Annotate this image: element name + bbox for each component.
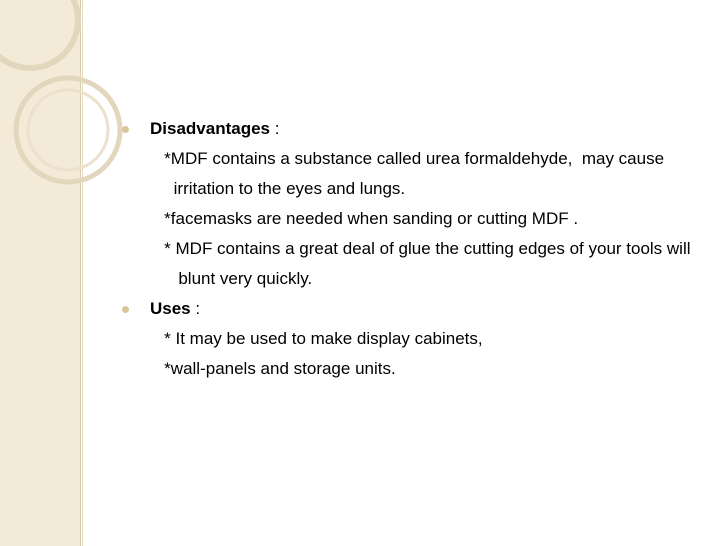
bullet-dot	[122, 126, 129, 133]
uses-line-1: * It may be used to make display cabinets,	[150, 329, 483, 348]
bullet-dot	[122, 306, 129, 313]
disadvantage-line-5: blunt very quickly.	[150, 269, 313, 288]
disadvantage-line-2: irritation to the eyes and lungs.	[150, 179, 406, 198]
disadvantage-line-1: *MDF contains a substance called urea formaldehyde, may cause	[150, 149, 665, 168]
section-heading-disadvantages: Disadvantages	[150, 119, 270, 138]
ring-top	[0, 0, 78, 68]
ring-middle-inner	[28, 90, 108, 170]
disadvantage-line-4: * MDF contains a great deal of glue the cutting edges of your tools will	[150, 239, 691, 258]
disadvantage-line-3: *facemasks are needed when sanding or cutting MDF .	[150, 209, 579, 228]
section-heading-uses: Uses	[150, 299, 191, 318]
heading-suffix: :	[190, 299, 201, 318]
bullet-disadvantages	[122, 118, 712, 140]
uses-line-2: *wall-panels and storage units.	[150, 359, 396, 378]
bullet-uses	[122, 298, 712, 320]
heading-suffix: :	[270, 119, 280, 138]
ring-middle	[16, 78, 120, 182]
slide-content	[122, 118, 712, 380]
